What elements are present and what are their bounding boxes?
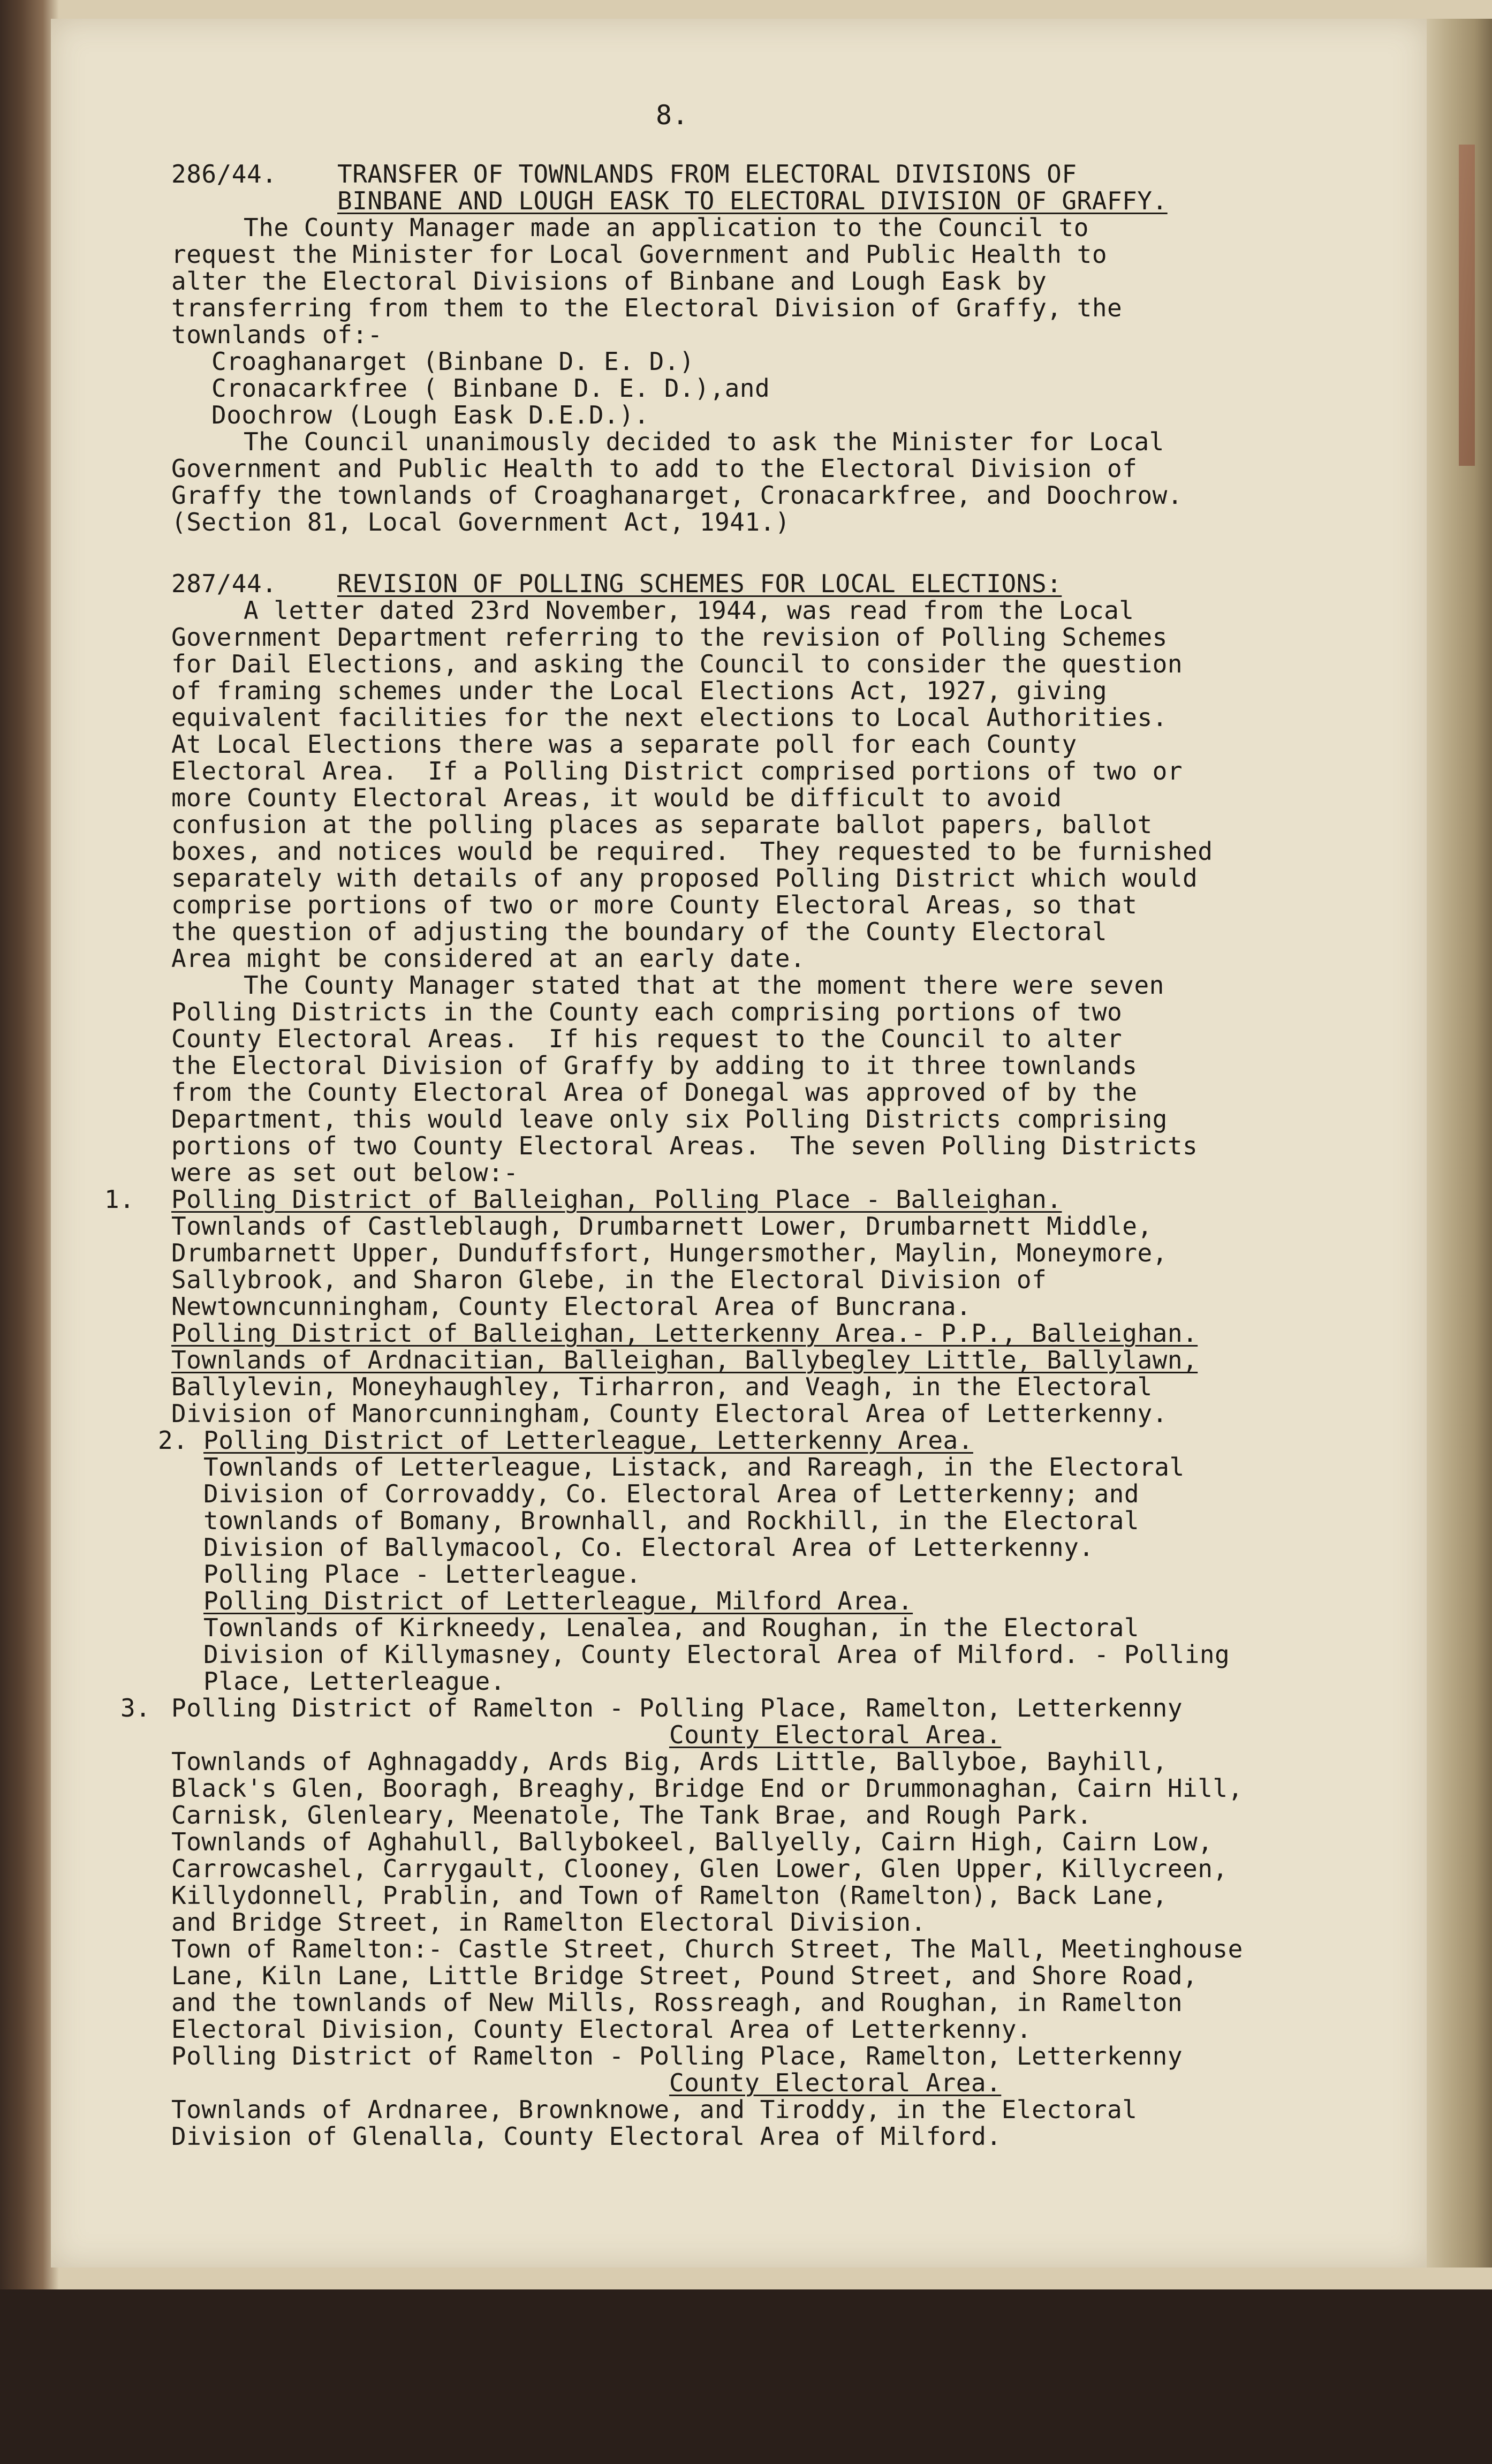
list-item-line: Carrowcashel, Carrygault, Clooney, Glen Lower, Glen Upper, Killycreen, [171,1854,1228,1883]
paragraph-line: request the Minister for Local Government and Public Health to [171,240,1108,269]
list-item-line: Division of Killymasney, County Electoral Area of Milford. - Polling [203,1640,1230,1669]
list-item-line: County Electoral Area. [669,1720,1002,1749]
paragraph-line: Graffy the townlands of Croaghanarget, Cronacarkfree, and Doochrow. [171,481,1183,510]
paragraph-line: of framing schemes under the Local Elections Act, 1927, giving [171,676,1108,705]
paragraph-line: boxes, and notices would be required. They requested to be furnished [171,837,1213,866]
list-item-line: Division of Manorcunningham, County Electoral Area of Letterkenny. [171,1399,1168,1428]
list-item-line: Polling Place - Letterleague. [203,1560,641,1589]
list-item-line: Electoral Division, County Electoral Area of Letterkenny. [171,2015,1032,2044]
polling-district-heading: Polling District of Letterleague, Letterkenny Area. [203,1426,973,1455]
paragraph-line: A letter dated 23rd November, 1944, was read from the Local [244,596,1134,625]
list-item-line: Lane, Kiln Lane, Little Bridge Street, Pound Street, and Shore Road, [171,1961,1198,1990]
list-item-line: Townlands of Aghahull, Ballybokeel, Ballyelly, Cairn High, Cairn Low, [171,1827,1213,1856]
list-item-line: Townlands of Castleblaugh, Drumbarnett Lower, Drumbarnett Middle, [171,1212,1153,1241]
paragraph-line: transferring from them to the Electoral Division of Graffy, the [171,293,1123,322]
paragraph-line: Electoral Area. If a Polling District comprised portions of two or [171,757,1183,785]
minute-heading: TRANSFER OF TOWNLANDS FROM ELECTORAL DIVISIONS OF [337,160,1077,188]
polling-district-heading: Polling District of Balleighan, Letterkenny Area.- P.P., Balleighan. [171,1319,1198,1348]
list-item-line: Newtowncunningham, County Electoral Area of Buncrana. [171,1292,972,1321]
townland-entry: Croaghanarget (Binbane D. E. D.) [211,347,695,376]
paragraph-line: Government Department referring to the revision of Polling Schemes [171,623,1168,652]
list-item-line: Carnisk, Glenleary, Meenatole, The Tank Brae, and Rough Park. [171,1801,1092,1830]
list-item-line: Killydonnell, Prablin, and Town of Ramelton (Ramelton), Back Lane, [171,1881,1168,1910]
townland-entry: Doochrow (Lough Eask D.E.D.). [211,400,649,429]
list-item-line: Townlands of Ardnacitian, Balleighan, Ballybegley Little, Ballylawn, [171,1346,1198,1374]
list-item-line: Ballylevin, Moneyhaughley, Tirharron, and Veagh, in the Electoral [171,1372,1153,1401]
paragraph-line: Government and Public Health to add to the Electoral Division of [171,454,1138,483]
list-item-line: and the townlands of New Mills, Rossreagh, and Roughan, in Ramelton [171,1988,1183,2017]
list-number: 3. [120,1694,151,1722]
minute-heading: REVISION OF POLLING SCHEMES FOR LOCAL ELECTIONS: [337,569,1062,598]
page-number: 8. [656,100,689,131]
list-item-line: Place, Letterleague. [203,1667,505,1696]
paragraph-line: Polling Districts in the County each comprising portions of two [171,997,1123,1026]
paragraph-line: confusion at the polling places as separate ballot papers, ballot [171,810,1153,839]
minute-heading: BINBANE AND LOUGH EASK TO ELECTORAL DIVISION OF GRAFFY. [337,186,1168,215]
list-item-line: Division of Corrovaddy, Co. Electoral Area of Letterkenny; and [203,1479,1140,1508]
paragraph-line: At Local Elections there was a separate poll for each County [171,730,1077,759]
polling-district-heading: Polling District of Ramelton - Polling Place, Ramelton, Letterkenny [171,2042,1183,2070]
paragraph-line: townlands of:- [171,320,383,349]
list-item-line: County Electoral Area. [669,2068,1002,2097]
paragraph-line: for Dail Elections, and asking the Council to consider the question [171,649,1183,678]
minute-ref: 287/44. [171,569,277,598]
paragraph-line: the question of adjusting the boundary of the County Electoral [171,917,1108,946]
paragraph-line: The County Manager made an application to the Council to [244,213,1089,242]
townland-entry: Cronacarkfree ( Binbane D. E. D.),and [211,374,770,403]
list-item-line: Drumbarnett Upper, Dunduffsfort, Hungersmother, Maylin, Moneymore, [171,1238,1168,1267]
paragraph-line: from the County Electoral Area of Donegal was approved of by the [171,1078,1138,1107]
paragraph-line: Department, this would leave only six Polling Districts comprising [171,1105,1168,1133]
paragraph-line: separately with details of any proposed Polling District which would [171,864,1198,893]
list-item-line: Townlands of Kirkneedy, Lenalea, and Roughan, in the Electoral [203,1613,1140,1642]
paragraph-line: more County Electoral Areas, it would be difficult to avoid [171,783,1062,812]
list-item-line: Sallybrook, and Sharon Glebe, in the Electoral Division of [171,1265,1047,1294]
list-item-line: Division of Glenalla, County Electoral Area of Milford. [171,2122,1002,2151]
paragraph-line: County Electoral Areas. If his request to the Council to alter [171,1024,1123,1053]
list-item-line: townlands of Bomany, Brownhall, and Rockhill, in the Electoral [203,1506,1140,1535]
polling-district-heading: Polling District of Letterleague, Milford Area. [203,1586,913,1615]
paragraph-line: The Council unanimously decided to ask the Minister for Local [244,427,1164,456]
paragraph-line: (Section 81, Local Government Act, 1941.) [171,508,790,536]
polling-district-heading: Polling District of Ramelton - Polling Place, Ramelton, Letterkenny [171,1694,1183,1722]
list-number: 1. [104,1185,135,1214]
list-number: 2. [158,1426,188,1455]
paragraph-line: portions of two County Electoral Areas. The seven Polling Districts [171,1131,1198,1160]
list-item-line: Town of Ramelton:- Castle Street, Church Street, The Mall, Meetinghouse [171,1934,1243,1963]
paragraph-line: Area might be considered at an early date. [171,944,806,973]
paragraph-line: alter the Electoral Divisions of Binbane and Lough Eask by [171,267,1047,296]
list-item-line: Townlands of Letterleague, Listack, and Rareagh, in the Electoral [203,1453,1185,1482]
list-item-line: Division of Ballymacool, Co. Electoral Area of Letterkenny. [203,1533,1094,1562]
paragraph-line: comprise portions of two or more County Electoral Areas, so that [171,890,1138,919]
minute-ref: 286/44. [171,160,277,188]
paragraph-line: were as set out below:- [171,1158,519,1187]
paragraph-line: equivalent facilities for the next elections to Local Authorities. [171,703,1168,732]
paragraph-line: The County Manager stated that at the moment there were seven [244,971,1164,1000]
binding-tab [1459,145,1475,466]
list-item-line: Townlands of Aghnagaddy, Ards Big, Ards Little, Ballyboe, Bayhill, [171,1747,1168,1776]
paragraph-line: the Electoral Division of Graffy by adding to it three townlands [171,1051,1138,1080]
polling-district-heading: Polling District of Balleighan, Polling Place - Balleighan. [171,1185,1062,1214]
list-item-line: Townlands of Ardnaree, Brownknowe, and Tiroddy, in the Electoral [171,2095,1138,2124]
list-item-line: Black's Glen, Booragh, Breaghy, Bridge End or Drummonaghan, Cairn Hill, [171,1774,1243,1803]
list-item-line: and Bridge Street, in Ramelton Electoral Division. [171,1908,926,1937]
